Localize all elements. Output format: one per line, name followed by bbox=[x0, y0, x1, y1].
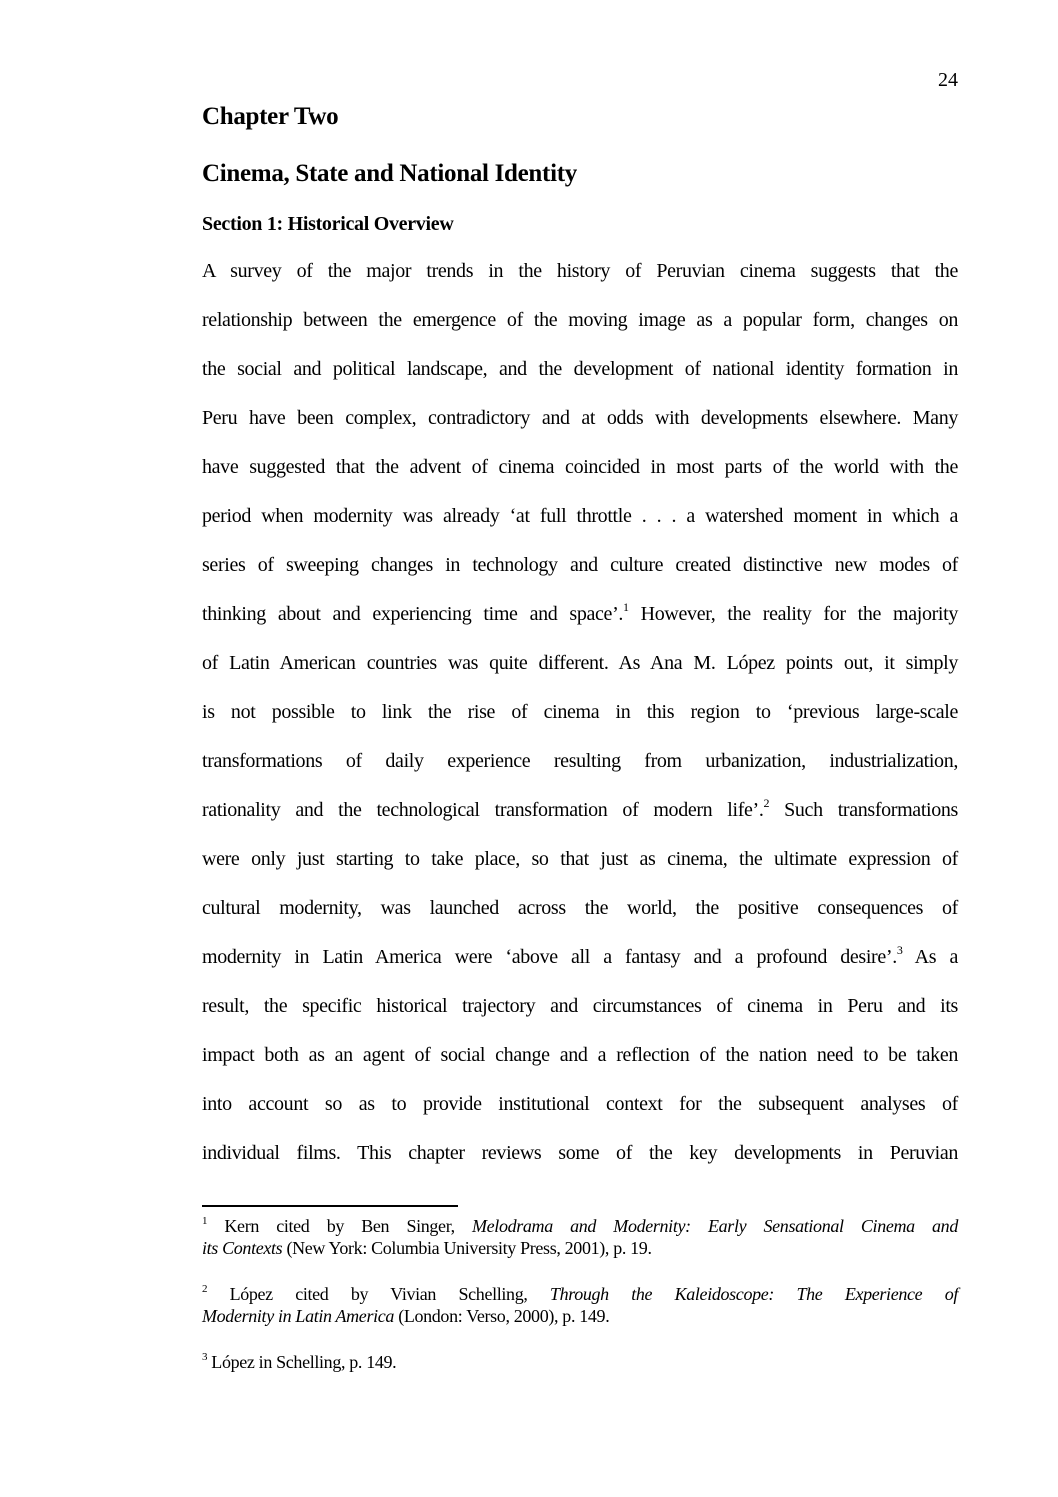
body-line bbox=[202, 993, 958, 1042]
body-text: relationship between the emergence of the moving image as a popular form, changes on bbox=[202, 309, 958, 331]
body-line bbox=[202, 1042, 958, 1091]
body-line bbox=[202, 748, 958, 797]
body-line bbox=[202, 454, 958, 503]
body-line bbox=[202, 601, 958, 650]
body-line bbox=[202, 846, 958, 895]
body-text: have suggested that the advent of cinema coincided in most parts of the world with the bbox=[202, 456, 958, 478]
footnote-number: 3 bbox=[202, 1351, 208, 1363]
footnote-text: López in Schelling, p. 149. bbox=[207, 1352, 397, 1372]
body-text: individual films. This chapter reviews some of the key developments in Peruvian bbox=[202, 1142, 958, 1164]
body-text: the social and political landscape, and the development of national identity formation in bbox=[202, 358, 958, 380]
body-text: thinking about and experiencing time and space’. bbox=[202, 603, 624, 625]
body-text: into account so as to provide institutional context for the subsequent analyses of bbox=[202, 1093, 958, 1115]
body-text: Peru have been complex, contradictory and at odds with developments elsewhere. Many bbox=[202, 407, 958, 429]
footnote-1 bbox=[202, 1215, 958, 1259]
body-line bbox=[202, 552, 958, 601]
footnote-2 bbox=[202, 1283, 958, 1327]
body-text: transformations of daily experience resulting from urbanization, industrialization, bbox=[202, 750, 958, 772]
body-line bbox=[202, 699, 958, 748]
body-text: cultural modernity, was launched across the world, the positive consequences of bbox=[202, 897, 958, 919]
body-text: A survey of the major trends in the history of Peruvian cinema suggests that the bbox=[202, 260, 958, 282]
body-text: result, the specific historical trajectory and circumstances of cinema in Peru and its bbox=[202, 995, 958, 1017]
footnote-line bbox=[202, 1305, 958, 1327]
body-text: However, the reality for the majority bbox=[628, 603, 958, 625]
body-text: impact both as an agent of social change and a reflection of the nation need to be taken bbox=[202, 1044, 958, 1066]
footnote-book-title: Modernity in Latin America bbox=[202, 1306, 395, 1326]
body-text: As a bbox=[902, 946, 958, 968]
footnote-text: (London: Verso, 2000), p. 149. bbox=[394, 1306, 610, 1326]
footnote-number: 2 bbox=[202, 1283, 208, 1295]
body-line bbox=[202, 258, 958, 307]
body-text: rationality and the technological transformation of modern life’. bbox=[202, 799, 764, 821]
footnote-reference: 3 bbox=[896, 943, 903, 957]
footnote-number: 1 bbox=[202, 1215, 208, 1227]
footnote-line bbox=[202, 1215, 958, 1237]
footnote-line bbox=[202, 1237, 958, 1259]
page-number: 24 bbox=[938, 69, 958, 91]
body-paragraph bbox=[202, 258, 958, 1189]
body-text: Such transformations bbox=[769, 799, 958, 821]
body-line bbox=[202, 944, 958, 993]
footnote-text: Kern cited by Ben Singer, bbox=[207, 1216, 473, 1236]
body-line bbox=[202, 405, 958, 454]
body-line bbox=[202, 895, 958, 944]
body-text: series of sweeping changes in technology and culture created distinctive new modes of bbox=[202, 554, 958, 576]
footnote-book-title: Through the Kaleidoscope: The Experience of bbox=[549, 1284, 958, 1304]
body-line bbox=[202, 650, 958, 699]
footnote-reference: 1 bbox=[623, 600, 629, 614]
body-line bbox=[202, 1140, 958, 1189]
body-line bbox=[202, 503, 958, 552]
footnote-book-title: its Contexts bbox=[202, 1238, 283, 1258]
body-text: were only just starting to take place, so that just as cinema, the ultimate expression of bbox=[202, 848, 958, 870]
body-text: is not possible to link the rise of cinema in this region to ‘previous large-scale bbox=[202, 701, 958, 723]
body-text: period when modernity was already ‘at full throttle . . . a watershed moment in which a bbox=[202, 505, 958, 527]
chapter-label: Chapter Two bbox=[202, 103, 339, 130]
body-line bbox=[202, 797, 958, 846]
body-line bbox=[202, 356, 958, 405]
body-line bbox=[202, 307, 958, 356]
footnote-reference: 2 bbox=[763, 796, 770, 810]
footnote-line bbox=[202, 1351, 958, 1373]
footnote-line bbox=[202, 1283, 958, 1305]
body-line bbox=[202, 1091, 958, 1140]
footnotes bbox=[202, 1215, 958, 1397]
footnote-separator bbox=[202, 1205, 458, 1207]
footnote-text: López cited by Vivian Schelling, bbox=[207, 1284, 550, 1304]
body-text: of Latin American countries was quite different. As Ana M. López points out, it simply bbox=[202, 652, 958, 674]
footnote-text: (New York: Columbia University Press, 2001), p. 19. bbox=[282, 1238, 652, 1258]
footnote-book-title: Melodrama and Modernity: Early Sensational Cinema and bbox=[472, 1216, 958, 1236]
footnote-3 bbox=[202, 1351, 958, 1373]
body-text: modernity in Latin America were ‘above all a fantasy and a profound desire’. bbox=[202, 946, 897, 968]
section-heading: Section 1: Historical Overview bbox=[202, 213, 454, 235]
chapter-title: Cinema, State and National Identity bbox=[202, 160, 577, 187]
